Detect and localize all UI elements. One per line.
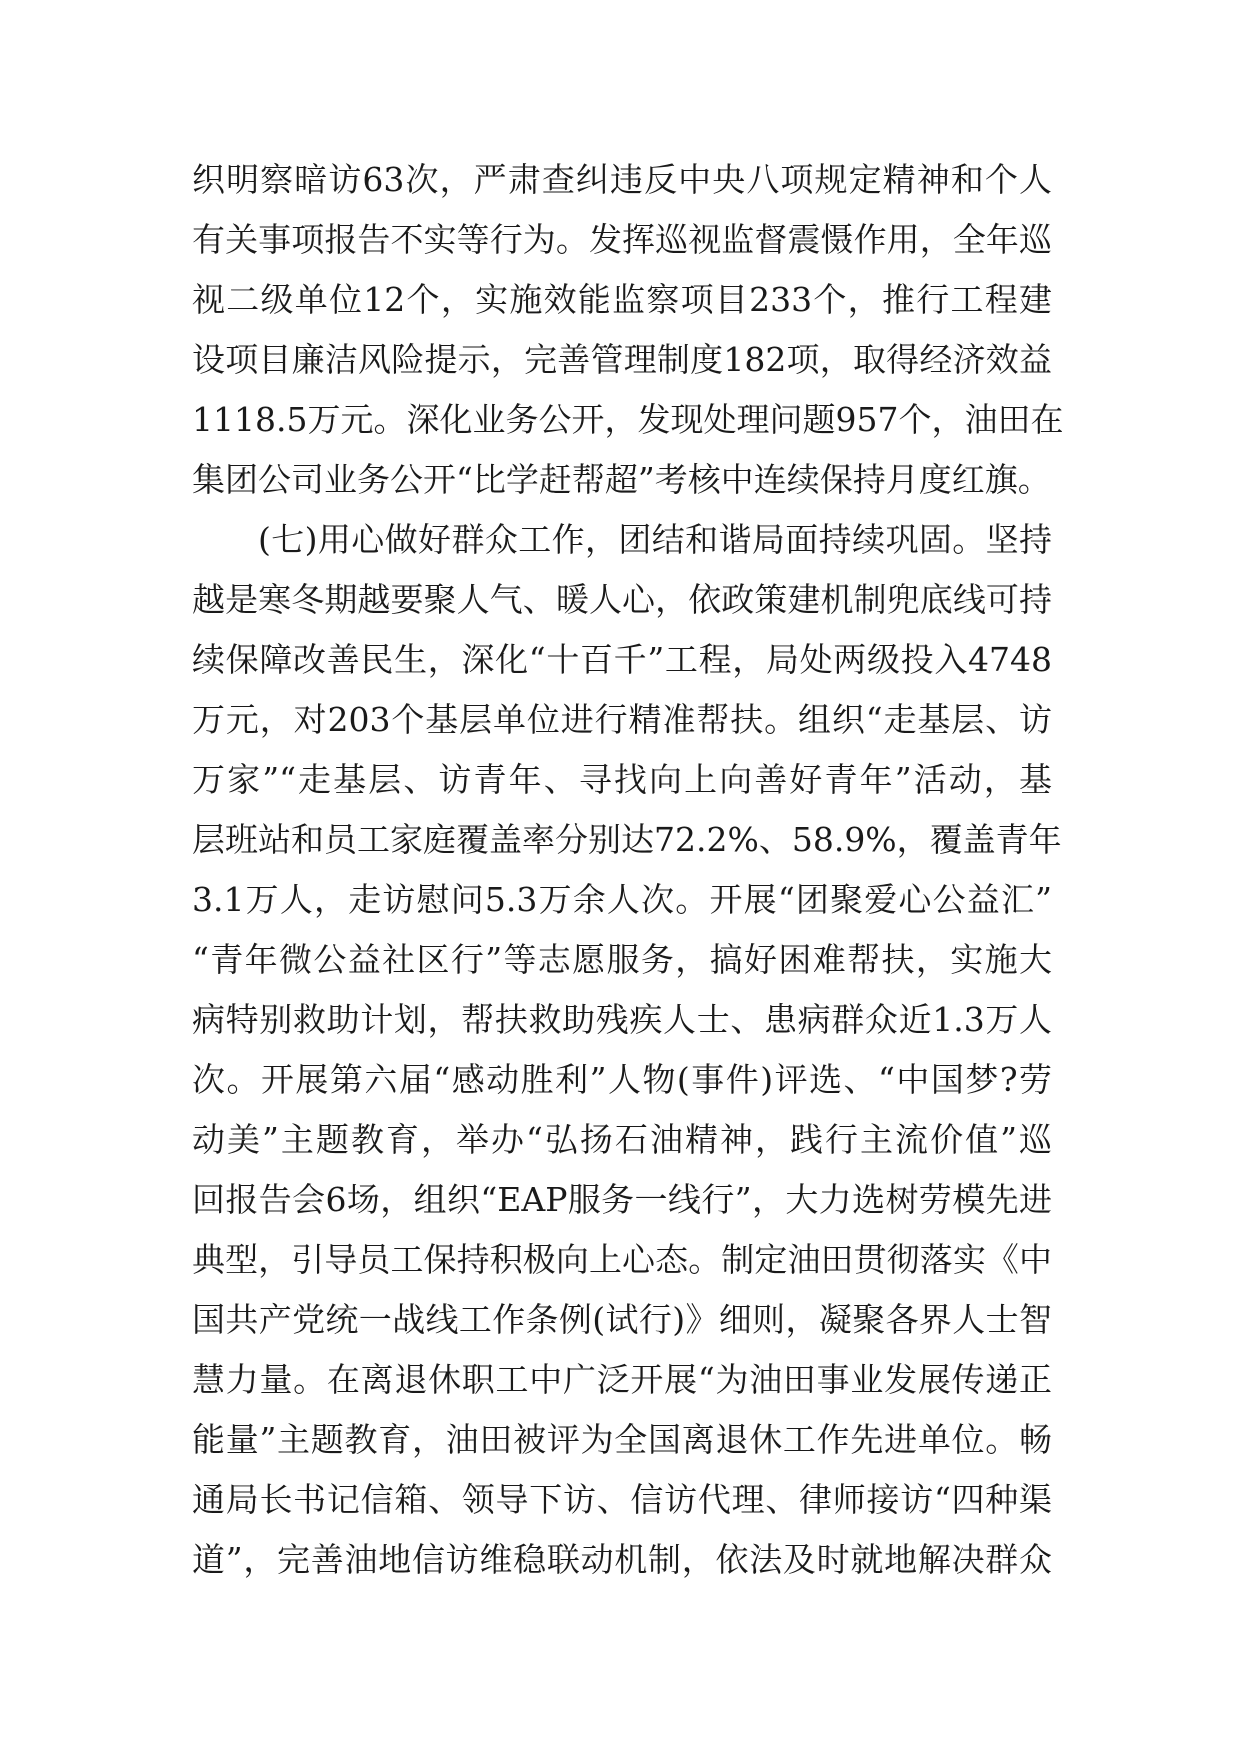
text-line-20: 国共产党统一战线工作条例(试行)》细则，凝聚各界人士智	[192, 1300, 1052, 1339]
text-line-11: 万家”“走基层、访青年、寻找向上向善好青年”活动，基	[192, 760, 1052, 799]
text-line-13: 3.1万人，走访慰问5.3万余人次。开展“团聚爱心公益汇”	[192, 880, 1052, 919]
text-line-24: 道”，完善油地信访维稳联动机制，依法及时就地解决群众	[192, 1540, 1052, 1579]
text-line-17: 动美”主题教育，举办“弘扬石油精神，践行主流价值”巡	[192, 1120, 1052, 1159]
text-line-9: 续保障改善民生，深化“十百千”工程，局处两级投入4748	[192, 640, 1052, 679]
text-line-2: 有关事项报告不实等行为。发挥巡视监督震慑作用，全年巡	[192, 220, 1052, 259]
text-line-14: “青年微公益社区行”等志愿服务，搞好困难帮扶，实施大	[192, 940, 1052, 979]
text-line-23: 通局长书记信箱、领导下访、信访代理、律师接访“四种渠	[192, 1480, 1052, 1519]
text-line-4: 设项目廉洁风险提示，完善管理制度182项，取得经济效益	[192, 340, 1052, 379]
section-heading-line: (七)用心做好群众工作，团结和谐局面持续巩固。坚持	[258, 520, 1052, 559]
text-line-3: 视二级单位12个，实施效能监察项目233个，推行工程建	[192, 280, 1052, 319]
text-line-1: 织明察暗访63次，严肃查纠违反中央八项规定精神和个人	[192, 160, 1052, 199]
text-line-18: 回报告会6场，组织“EAP服务一线行”，大力选树劳模先进	[192, 1180, 1052, 1219]
text-line-15: 病特别救助计划，帮扶救助残疾人士、患病群众近1.3万人	[192, 1000, 1052, 1039]
text-line-10: 万元，对203个基层单位进行精准帮扶。组织“走基层、访	[192, 700, 1052, 739]
text-line-19: 典型，引导员工保持积极向上心态。制定油田贯彻落实《中	[192, 1240, 1052, 1279]
text-line-5: 1118.5万元。深化业务公开，发现处理问题957个，油田在	[192, 400, 1064, 439]
text-line-12: 层班站和员工家庭覆盖率分别达72.2%、58.9%，覆盖青年	[192, 820, 1062, 859]
text-line-16: 次。开展第六届“感动胜利”人物(事件)评选、“中国梦?劳	[192, 1060, 1052, 1099]
text-line-8: 越是寒冬期越要聚人气、暖人心，依政策建机制兜底线可持	[192, 580, 1052, 619]
text-line-21: 慧力量。在离退休职工中广泛开展“为油田事业发展传递正	[192, 1360, 1052, 1399]
text-line-22: 能量”主题教育，油田被评为全国离退休工作先进单位。畅	[192, 1420, 1052, 1459]
text-line-6: 集团公司业务公开“比学赶帮超”考核中连续保持月度红旗。	[192, 460, 1051, 499]
